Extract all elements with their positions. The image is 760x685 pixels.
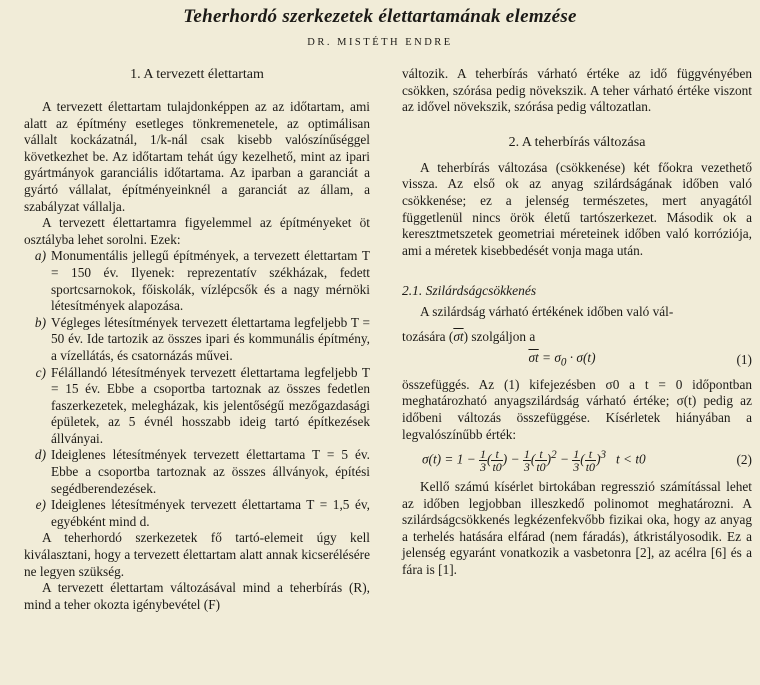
equation-1-rhs: · σ(t) — [569, 349, 596, 365]
section2-heading: 2. A teherbírás változása — [508, 134, 646, 150]
section1-paragraph-2: A tervezett élettartamra figyelemmel az építményeket öt osztályba lehet sorolni. Ezek: — [24, 215, 370, 247]
fraction: $\frac{1}{3}$ — [573, 447, 580, 475]
equation-1-number: (1) — [736, 351, 752, 367]
list-item-text: Végleges létesítmények tervezett élettartama legfeljebb T = 50 év. Ide tartozik az összes ipari és kommunális építmény, a vízellátás, és csatornázás művei. — [51, 314, 370, 363]
equation-1-body — [402, 350, 722, 371]
list-item — [24, 365, 370, 448]
section21-paragraph-2: összefüggés. Az (1) kifejezésben σ0 a t = 0 időpontban meghatározható anyagszilárdság várható értéke; σ(t) pedig az időbeni változás összefüggése. Kísérletek hiányában a legvalószínűbb érték: — [402, 376, 752, 442]
right-column — [402, 66, 752, 579]
section1-paragraph-1: A tervezett élettartam tulajdonképpen az az időtartam, ami alatt az építmény esetleges tönkremenetele, az optimálisan vállalt kockázatnál, 1/k-nál csak kisebb valószínűséggel következhet be. Az időtartam tehát úgy kezelhető, mint az ipari gyártmányok garanciális időtartama. Az iparban a garanciát a gyártó vállalat, építményeinknél a garanciát az állam, a szabályzat vállalja. — [24, 99, 370, 214]
section1-paragraph-4: A tervezett élettartam változásával mind a teherbírás (R), mind a teher okozta igénybevétel (F) — [24, 580, 370, 612]
list-item-label: b) — [34, 314, 46, 330]
equation-1-sub: 0 — [560, 356, 567, 369]
section1-paragraph-3: A teherhordó szerkezetek fő tartó-elemeit úgy kell kiválasztani, hogy a tervezett élettartam alatt annak kicserélésére ne legyen szükség. — [24, 530, 370, 579]
list-item-label: c) — [35, 364, 46, 380]
section21-text: tozására — [402, 328, 446, 344]
fraction: $\frac{t}{t0}$ — [492, 447, 502, 475]
fraction: $\frac{1}{3}$ — [480, 447, 487, 475]
list-item-text: Monumentális jellegű építmények, a tervezett élettartam T = 150 év. Ilyenek: reprezentatív székházak, fedett sportcsarnokok, főiskolák, vízlépcsők és a nagy mérnöki létesítmények alapozása. — [51, 248, 370, 314]
list-item-label: d) — [34, 447, 46, 463]
section1-heading: 1. A tervezett élettartam — [130, 67, 264, 82]
equation-2-body: σ(t) = 1 − $\frac{1}{3}$ ( $\frac{t}{t0}$ ) − $\frac{1}{3}$ ( $\frac{t}{t0}$ )$^2$ − $\frac{1}{3}$ ( $\frac{t}{t0}$ )$^3$ t < t0 — [422, 447, 646, 475]
fraction: $\frac{1}{3}$ — [523, 447, 530, 475]
equation-2-number: (2) — [736, 451, 752, 467]
list-item-text: Ideiglenes létesítmények tervezett élettartama T = 5 év. Ebbe a csoportba tartoznak az összes állványok, építési segédberendezések. — [51, 447, 370, 496]
section21-paragraph-1b: tozására $(\overline{\sigma t})$ szolgáljon a — [402, 328, 536, 344]
equation-1-mid: = σ — [542, 349, 561, 365]
list-item — [24, 447, 370, 497]
list-item-label: a) — [34, 248, 46, 264]
equation-2-lhs: σ(t) = 1 − — [422, 451, 476, 467]
list-item-text: Félállandó létesítmények tervezett élettartama legfeljebb T = 15 év. Ebbe a csoportba tartoznak az összes fedetlen faszerkezetek, melegházak, kis jelentőségű mezőgazdasági épületek, az 5 évnél hosszabb ideig tartó építkezések állványai. — [51, 364, 370, 446]
list-item-text: Ideiglenes létesítmények tervezett élettartama T = 1,5 év, egyébként mind d. — [51, 497, 370, 529]
section21-heading: 2.1. Szilárdságcsökkenés — [402, 283, 537, 299]
article-author: DR. MISTÉTH ENDRE — [307, 37, 453, 48]
equation-1-lhs: $\overline{\sigma t}$ — [528, 349, 539, 365]
section1-paragraph-5: változik. A teherbírás várható értéke az idő függvényében csökken, szórása pedig növekszik. A teher várható értéke viszont az idővel növekszik, szórása pedig változatlan. — [402, 66, 752, 115]
left-column — [24, 66, 370, 613]
sigma-t-symbol: $\overline{\sigma t}$ — [453, 328, 464, 344]
list-item-label: e) — [35, 497, 46, 513]
fraction: $\frac{t}{t0}$ — [536, 447, 546, 475]
section2-paragraph-1: A teherbírás változása (csökkenése) két főokra vezethető vissza. Az első ok az anyag szilárdságának időben való csökkenése; ez a jelenség természetes, mert anyagától függetlenül nincs örök életű tartószerkezet. Második ok a keresztmetszetek geometriai méreteinek időben való korróziója, ami a méretek kisebbedését vonja maga után. — [402, 159, 752, 258]
list-item — [24, 497, 370, 530]
section21-paragraph-3: Kellő számú kísérlet birtokában regresszió számítással lehet az időben legjobban illeszkedő polinomot meghatározni. A szilárdságcsökkenés legkézenfekvőbb fizikai oka, hogy az anyag a terhelés hatására elfárad (nem fáradás), átkristályosodik. Ez a jelenség egyaránt vonatkozik a vasbetonra [2], az acélra [6] és a fára is [1]. — [402, 479, 752, 577]
section21-text: szolgáljon a — [471, 328, 536, 344]
equation-2 — [402, 447, 752, 473]
equation-2-condition: t < t0 — [616, 451, 646, 467]
fraction: $\frac{t}{t0}$ — [585, 447, 596, 475]
equation-1 — [402, 350, 752, 371]
article-title: Teherhordó szerkezetek élettartamának elemzése — [183, 6, 577, 27]
list-item — [24, 248, 370, 314]
list-item — [24, 315, 370, 365]
section21-paragraph-1a: A szilárdság várható értékének időben való vál- — [420, 304, 674, 320]
